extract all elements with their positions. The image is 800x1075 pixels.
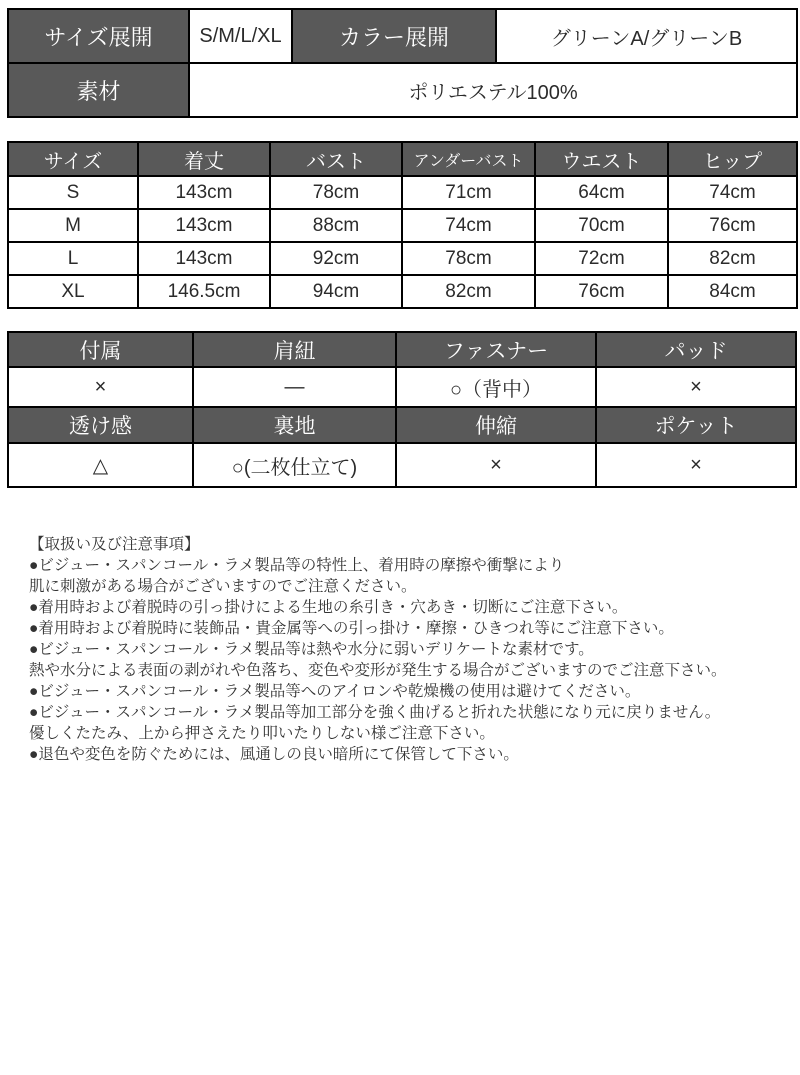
waist-cell: 64cm: [535, 176, 668, 209]
shoulder-strap-value: ―: [193, 367, 396, 407]
underbust-cell: 71cm: [402, 176, 535, 209]
spec-value-row-1: [8, 367, 796, 407]
spec-value-row-2: [8, 443, 796, 487]
note-line: ●ビジュー・スパンコール・ラメ製品等加工部分を強く曲げると折れた状態になり元に戻りません。: [29, 704, 721, 721]
spec-header-row-1: [8, 332, 796, 367]
material-value: ポリエステル100%: [189, 63, 797, 117]
bust-cell: 78cm: [270, 176, 402, 209]
note-line: 優しくたたみ、上から押さえたり叩いたりしない様ご注意下さい。: [29, 725, 495, 742]
length-cell: 143cm: [138, 209, 270, 242]
hip-cell: 74cm: [668, 176, 797, 209]
note-line: ●退色や変色を防ぐためには、風通しの良い暗所にて保管して下さい。: [29, 746, 519, 763]
hip-cell: 82cm: [668, 242, 797, 275]
hip-cell: 76cm: [668, 209, 797, 242]
color-range-value: グリーンA/グリーンB: [496, 9, 797, 63]
note-line: ●ビジュー・スパンコール・ラメ製品等へのアイロンや乾燥機の使用は避けてください。: [29, 683, 641, 700]
waist-cell: 72cm: [535, 242, 668, 275]
lining-value: ○(二枚仕立て): [193, 443, 396, 487]
fastener-label: ファスナー: [396, 332, 596, 367]
size-range-label: サイズ展開: [8, 9, 189, 63]
product-info-table: [7, 8, 798, 118]
note-line: 熱や水分による表面の剥がれや色落ち、変色や変形が発生する場合がございますのでご注意下さい。: [29, 662, 727, 679]
pad-label: パッド: [596, 332, 796, 367]
care-instructions: [29, 534, 800, 765]
bust-col-header: バスト: [270, 142, 402, 176]
hip-cell: 84cm: [668, 275, 797, 308]
size-col-header: サイズ: [8, 142, 138, 176]
bust-cell: 88cm: [270, 209, 402, 242]
note-line: 肌に刺激がある場合がございますのでご注意ください。: [29, 578, 417, 595]
size-row-s: [8, 176, 797, 209]
pocket-label: ポケット: [596, 407, 796, 443]
stretch-value: ×: [396, 443, 596, 487]
note-line: ●着用時および着脱時に装飾品・貴金属等への引っ掛け・摩擦・ひきつれ等にご注意下さい。: [29, 620, 674, 637]
size-chart-table: [7, 141, 798, 309]
pad-value: ×: [596, 367, 796, 407]
info-row-material: [8, 63, 797, 117]
underbust-cell: 82cm: [402, 275, 535, 308]
care-instructions-title: 【取扱い及び注意事項】: [29, 536, 200, 553]
waist-col-header: ウエスト: [535, 142, 668, 176]
sheerness-label: 透け感: [8, 407, 193, 443]
underbust-cell: 78cm: [402, 242, 535, 275]
size-cell: S: [8, 176, 138, 209]
size-row-m: [8, 209, 797, 242]
size-chart-header-row: [8, 142, 797, 176]
size-range-value: S/M/L/XL: [189, 9, 292, 63]
info-row-ranges: [8, 9, 797, 63]
note-line: ●ビジュー・スパンコール・ラメ製品等の特性上、着用時の摩擦や衝撃により: [29, 557, 565, 574]
material-label: 素材: [8, 63, 189, 117]
underbust-cell: 74cm: [402, 209, 535, 242]
size-row-l: [8, 242, 797, 275]
spec-header-row-2: [8, 407, 796, 443]
lining-label: 裏地: [193, 407, 396, 443]
waist-cell: 76cm: [535, 275, 668, 308]
size-cell: XL: [8, 275, 138, 308]
color-range-label: カラー展開: [292, 9, 496, 63]
stretch-label: 伸縮: [396, 407, 596, 443]
note-line: ●ビジュー・スパンコール・ラメ製品等は熱や水分に弱いデリケートな素材です。: [29, 641, 594, 658]
length-cell: 143cm: [138, 176, 270, 209]
bust-cell: 92cm: [270, 242, 402, 275]
hip-col-header: ヒップ: [668, 142, 797, 176]
shoulder-strap-label: 肩紐: [193, 332, 396, 367]
length-cell: 146.5cm: [138, 275, 270, 308]
pocket-value: ×: [596, 443, 796, 487]
feature-spec-table: [7, 331, 797, 488]
underbust-col-header: アンダーバスト: [402, 142, 535, 176]
waist-cell: 70cm: [535, 209, 668, 242]
accessory-label: 付属: [8, 332, 193, 367]
size-cell: M: [8, 209, 138, 242]
accessory-value: ×: [8, 367, 193, 407]
fastener-value: ○（背中）: [396, 367, 596, 407]
length-cell: 143cm: [138, 242, 270, 275]
note-line: ●着用時および着脱時の引っ掛けによる生地の糸引き・穴あき・切断にご注意下さい。: [29, 599, 628, 616]
size-cell: L: [8, 242, 138, 275]
bust-cell: 94cm: [270, 275, 402, 308]
length-col-header: 着丈: [138, 142, 270, 176]
sheerness-value: △: [8, 443, 193, 487]
size-row-xl: [8, 275, 797, 308]
